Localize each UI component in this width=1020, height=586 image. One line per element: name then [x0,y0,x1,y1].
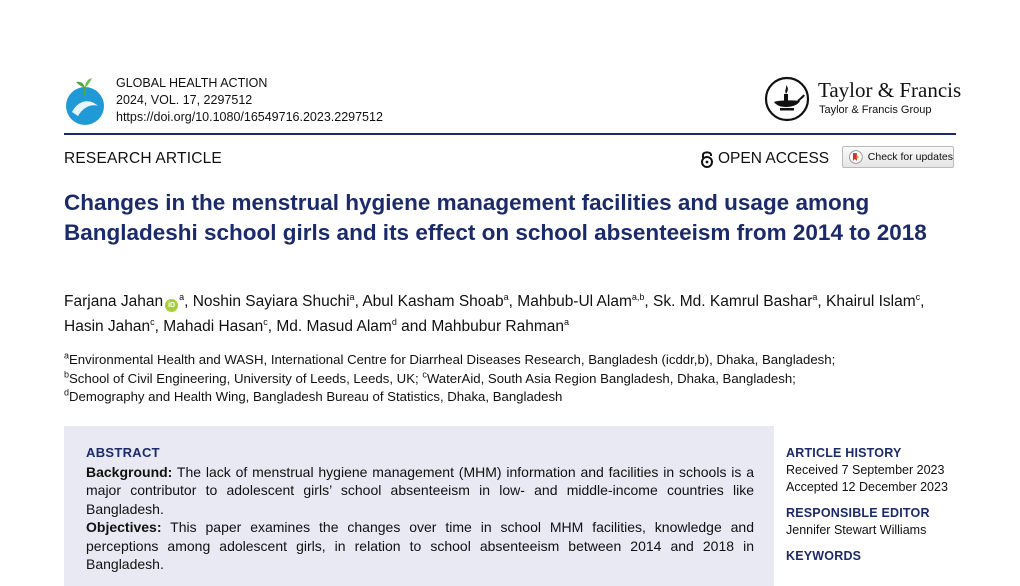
author: Sk. Md. Kamrul Bashar$^a$, [653,291,827,310]
author-affiliation-mark: a,b [631,291,645,302]
affiliations [64,351,964,407]
author: Mahadi Hasan$^c$, [163,316,277,335]
article-type-label: RESEARCH ARTICLE [64,150,222,167]
orcid-icon[interactable]: iD [165,299,178,312]
header-divider [64,133,956,135]
keywords-heading: KEYWORDS [786,549,862,563]
author-affiliation-mark: a [564,316,570,327]
publisher-header [764,76,962,122]
received-date: Received 7 September 2023 [786,463,945,477]
responsible-editor-heading: RESPONSIBLE EDITOR [786,506,930,520]
author: Noshin Sayiara Shuchi$^a$, [192,291,363,310]
author [431,318,569,335]
check-for-updates-button[interactable] [842,146,954,168]
author: Hasin Jahan$^c$, [64,316,164,335]
author-affiliation-mark: d [391,316,397,327]
abstract-panel [64,426,774,586]
author-name[interactable]: Sk. Md. Kamrul Bashar [653,293,813,310]
author-affiliation-mark: c [915,291,921,302]
publisher-name: Taylor & Francis [818,78,962,102]
abstract-background: Background: The lack of menstrual hygiene management (MHM) information and facilities in schools is a major contributor to adolescent girls’ school absenteeism in low- and middle-income countries like Bangladesh. [86,463,754,517]
author-affiliation-mark: a [179,291,185,302]
abstract-heading: ABSTRACT [86,445,160,460]
author-affiliation-mark: a [812,291,818,302]
article-history-heading: ARTICLE HISTORY [786,446,902,460]
author: Farjana Jahan $iD^a$, [64,291,193,310]
publisher-group: Taylor & Francis Group [819,104,932,116]
article-info-sidebar [786,445,966,565]
author-name[interactable]: Mahadi Hasan [163,318,264,335]
author-name[interactable]: Mahbubur Rahman [431,318,565,335]
journal-citation: 2024, VOL. 17, 2297512 [116,93,253,107]
author-name[interactable]: Khairul Islam [826,293,916,310]
author-name[interactable]: Noshin Sayiara Shuchi [192,293,350,310]
author-name[interactable]: Abul Kasham Shoab [362,293,504,310]
affiliation-d: $^d$Demography and Health Wing, Bangladesh Bureau of Statistics, Dhaka, Bangladesh [64,387,563,404]
journal-doi-link[interactable]: https://doi.org/10.1080/16549716.2023.2297512 [116,110,383,124]
author-affiliation-mark: a [503,291,509,302]
affiliation-a: $^a$Environmental Health and WASH, International Centre for Diarrheal Diseases Research, Bangladesh (icddr,b), Dhaka, Bangladesh; [64,350,836,367]
check-for-updates-label: Check for updates [867,151,953,163]
journal-logo-icon [64,76,106,126]
affiliation-b-c: $^b$School of Civil Engineering, University of Leeds, Leeds, UK; $^c$WaterAid, South Asia Region Bangladesh, Dhaka, Bangladesh; [64,369,796,386]
abstract-objectives: Objectives: This paper examines the changes over time in school MHM facilities, knowledge and perceptions among adolescent girls, in relation to school absenteeism between 2014 and 2018 in Bangladesh. [86,519,755,572]
open-access-badge [700,150,829,168]
open-lock-icon [700,150,714,168]
author-name[interactable]: Farjana Jahan [64,293,164,310]
open-access-label: OPEN ACCESS [718,150,830,167]
author: Abul Kasham Shoab$^a$, [362,291,518,310]
author-name[interactable]: Hasin Jahan [64,318,151,335]
accepted-date: Accepted 12 December 2023 [786,480,948,494]
publisher-lamp-logo-icon [764,76,810,122]
responsible-editor-name: Jennifer Stewart Williams [786,523,927,537]
author-name[interactable]: Md. Masud Alam [276,318,392,335]
journal-name: GLOBAL HEALTH ACTION [116,76,268,90]
author-affiliation-mark: c [150,316,155,327]
author: Md. Masud Alam$^d$ and [276,316,432,335]
author-affiliation-mark: c [263,316,268,327]
article-title: Changes in the menstrual hygiene management facilities and usage among Bangladeshi school girls and its effect on school absenteeism from 2014 to 2018 [64,190,927,245]
author-list [64,289,960,339]
author: Mahbub-Ul Alam$^{a,b}$, [517,291,654,310]
check-updates-icon [849,150,863,164]
author-name[interactable]: Mahbub-Ul Alam [517,293,632,310]
author-affiliation-mark: a [349,291,355,302]
author: Khairul Islam$^c$, [826,291,925,310]
